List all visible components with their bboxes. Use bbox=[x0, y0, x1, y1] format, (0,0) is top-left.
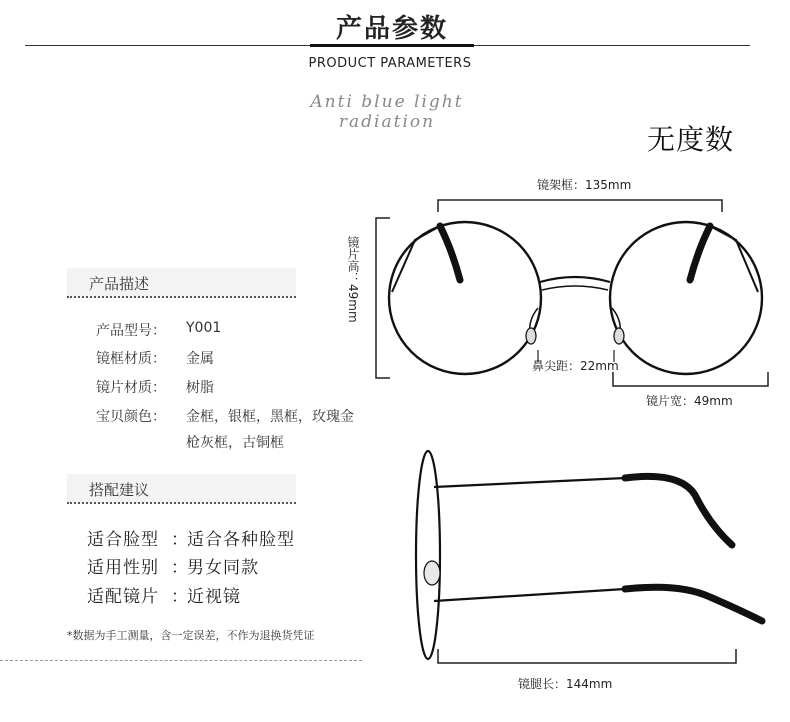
spec-label-colors: 宝贝颜色： bbox=[96, 409, 166, 425]
fit-value-lens: 近视镜 bbox=[187, 587, 241, 607]
no-prescription-badge: 无度数 bbox=[647, 123, 735, 156]
fit-value-face: 适合各种脸型 bbox=[187, 530, 295, 550]
spec-value-model: Y001 bbox=[186, 320, 222, 336]
bottom-divider bbox=[0, 660, 362, 661]
fit-colon: ： bbox=[171, 587, 188, 607]
spec-value-colors: 金框，银框，黑框，玫瑰金 bbox=[186, 409, 354, 425]
section-title: 搭配建议 bbox=[89, 481, 150, 499]
spec-label-frame-material: 镜框材质： bbox=[96, 351, 166, 367]
script-tagline: Anti blue light radiation bbox=[310, 92, 464, 132]
product-description-header bbox=[67, 268, 296, 298]
lens-width-label: 镜片宽：49mm bbox=[646, 394, 733, 408]
spec-value-colors-line2: 枪灰框，古铜框 bbox=[186, 435, 284, 451]
fit-label-gender: 适用性别 bbox=[87, 558, 159, 578]
nose-distance-label: 鼻尖距：22mm bbox=[532, 359, 619, 373]
spec-value-lens-material: 树脂 bbox=[186, 380, 214, 396]
fit-suggestion-header bbox=[67, 474, 296, 504]
page-subtitle: PRODUCT PARAMETERS bbox=[308, 56, 472, 71]
section-divider bbox=[67, 296, 296, 298]
fit-colon: ： bbox=[171, 530, 188, 550]
fit-label-face: 适合脸型 bbox=[87, 530, 159, 550]
spec-label-lens-material: 镜片材质： bbox=[96, 380, 166, 396]
page-title: 产品参数 bbox=[335, 14, 448, 44]
spec-label-model: 产品型号： bbox=[96, 323, 166, 339]
lens-height-label: 镜片高：49mm bbox=[346, 236, 360, 323]
measurement-note: *数据为手工测量，含一定误差，不作为退换货凭证 bbox=[67, 629, 315, 642]
temple-length-label: 镜腿长：144mm bbox=[518, 677, 613, 691]
section-divider bbox=[67, 502, 296, 504]
fit-colon: ： bbox=[171, 558, 188, 578]
round-glasses-side-icon bbox=[410, 445, 780, 675]
spec-value-frame-material: 金属 bbox=[186, 351, 214, 367]
section-title: 产品描述 bbox=[89, 275, 150, 293]
fit-label-lens: 适配镜片 bbox=[87, 587, 159, 607]
frame-width-label: 镜架框：135mm bbox=[537, 178, 632, 192]
fit-value-gender: 男女同款 bbox=[187, 558, 259, 578]
title-underline bbox=[310, 44, 474, 47]
